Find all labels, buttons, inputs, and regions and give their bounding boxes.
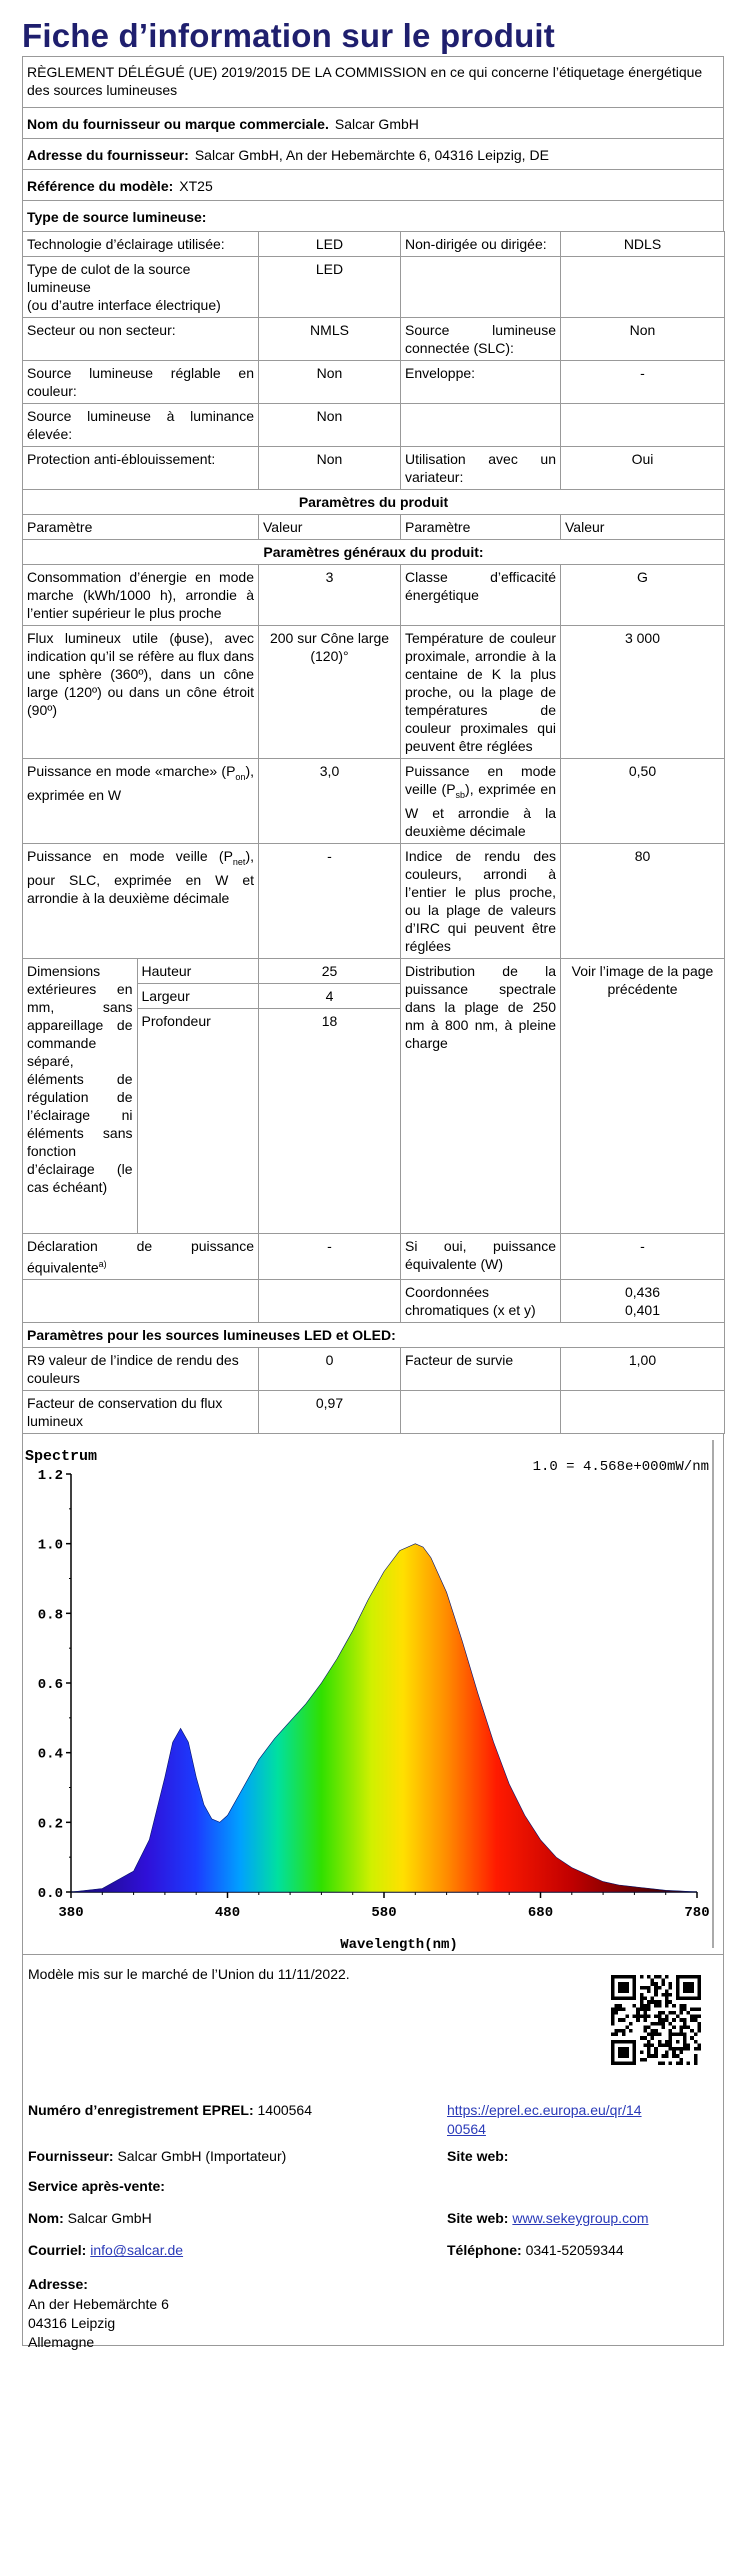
table-row <box>23 958 725 1233</box>
y-tick-label: 1.2 <box>37 1468 63 1485</box>
param-label: Indice de rendu des couleurs, arrondi à l’entier le plus proche, ou la plage de valeurs d’IRC qui peuvent être réglées <box>401 843 561 958</box>
market-date: Modèle mis sur le marché de l’Union du 11/11/2022. <box>28 1966 350 1983</box>
param-label: Source lumineuse réglable en couleur: <box>23 361 259 404</box>
param-label: Si oui, puissance équivalente (W) <box>401 1233 561 1280</box>
param-label: Distribution de la puissance spectrale dans la plage de 250 nm à 800 nm, à pleine charge <box>401 958 561 1233</box>
param-value: Voir l’image de la page précédente <box>561 958 725 1233</box>
param-label: Puissance en mode veille $(P_{net})$, pour SLC, exprimée en W et arrondie à la deuxième décimale <box>23 843 259 958</box>
supplier-value: Salcar GmbH (Importateur) <box>117 2148 287 2165</box>
table-row <box>23 361 725 404</box>
table-row <box>23 759 725 844</box>
width-value: 4 <box>259 984 400 1009</box>
table-header-row <box>23 515 725 540</box>
param-value: LED <box>259 257 401 318</box>
supplier-address-label: Adresse du fournisseur: <box>27 147 189 163</box>
param-value: Oui <box>561 447 725 490</box>
column-header: Paramètre <box>23 515 259 540</box>
qr-code-icon <box>611 1975 701 2065</box>
param-label: Consommation d’énergie en mode marche (kWh/1000 h), arrondie à l’entier supérieur le plus proche <box>23 565 259 626</box>
name-value: Salcar GmbH <box>67 2210 152 2227</box>
service-label: Service après-vente: <box>28 2178 165 2195</box>
table-row <box>23 447 725 490</box>
address-line: 04316 Leipzig <box>28 2315 116 2332</box>
param-value: 3 000 <box>561 626 725 759</box>
supplier-name-label: Nom du fournisseur ou marque commerciale. <box>27 116 329 132</box>
height-value: 25 <box>259 959 400 984</box>
section-heading: Paramètres généraux du produit: <box>23 540 725 565</box>
x-tick-label: 780 <box>684 1905 710 1922</box>
table-row <box>23 626 725 759</box>
y-tick-label: 0.0 <box>37 1886 63 1903</box>
param-label: Facteur de conservation du flux lumineux <box>23 1391 259 1434</box>
x-tick-label: 680 <box>527 1905 554 1922</box>
param-value: Non <box>259 447 401 490</box>
param-value: 0,50 <box>561 759 725 844</box>
x-tick-label: 380 <box>58 1905 84 1922</box>
param-label: Source lumineuse connectée (SLC): <box>401 318 561 361</box>
param-value: 80 <box>561 843 725 958</box>
param-label: Enveloppe: <box>401 361 561 404</box>
model-ref-label: Référence du modèle: <box>27 178 174 194</box>
param-label: Puissance en mode «marche» $(P_{on})$, exprimée en W <box>23 759 259 844</box>
param-label: Type de culot de la source lumineuse (ou d’autre interface électrique) <box>23 257 259 318</box>
model-ref-row <box>23 170 723 201</box>
param-label: Dimensions extérieures en mm, sans appareillage de commande séparé, éléments de régulation de l’éclairage ni éléments sans fonction d’éclairage (le cas échéant) <box>23 959 137 1233</box>
eprel-label: Numéro d’enregistrement EPREL: <box>28 2102 254 2119</box>
param-value: NMLS <box>259 318 401 361</box>
y-tick-label: 0.2 <box>37 1816 63 1833</box>
column-header: Valeur <box>561 515 725 540</box>
param-value: 0,97 <box>259 1391 401 1434</box>
param-label: Déclaration de puissance équivalente$^{a)}$ <box>23 1233 259 1280</box>
x-tick-label: 580 <box>371 1905 397 1922</box>
param-value: 3,0 <box>259 759 401 844</box>
table-row <box>23 565 725 626</box>
table-row <box>23 843 725 958</box>
section-heading: Paramètres du produit <box>23 490 725 515</box>
param-label: Température de couleur proximale, arrondie à la centaine de K la plus proche, ou la plage de températures de couleur proximales qui peuvent être réglées <box>401 626 561 759</box>
mail-label: Courriel: <box>28 2242 87 2259</box>
y-tick-label: 1.0 <box>37 1538 63 1555</box>
param-value: - <box>561 361 725 404</box>
supplier-address-row <box>23 139 723 170</box>
supplier-name-value: Salcar GmbH <box>334 116 419 132</box>
name-label: Nom: <box>28 2210 64 2227</box>
table-row <box>23 1280 725 1323</box>
phone-label: Téléphone: <box>447 2242 522 2259</box>
chart-title: Spectrum <box>25 1448 98 1466</box>
table-row <box>23 490 725 515</box>
param-value: - <box>259 1233 401 1280</box>
address-line: An der Hebemärchte 6 <box>28 2296 169 2313</box>
y-tick-label: 0.4 <box>37 1747 63 1764</box>
source-type-heading: Type de source lumineuse: <box>27 209 207 225</box>
table-row <box>23 540 725 565</box>
height-label: Hauteur <box>137 959 259 984</box>
dimensions-cell <box>23 958 259 1233</box>
y-tick-label: 0.8 <box>37 1607 63 1624</box>
param-value: - <box>259 843 401 958</box>
param-value: 0,436 0,401 <box>561 1280 725 1323</box>
page-title: Fiche d’information sur le produit <box>22 17 555 54</box>
param-label: Secteur ou non secteur: <box>23 318 259 361</box>
phone-value: 0341-52059344 <box>525 2242 624 2259</box>
param-label: Facteur de survie <box>401 1348 561 1391</box>
spectrum-chart <box>22 1434 724 1955</box>
param-label: Coordonnées chromatiques (x et y) <box>401 1280 561 1323</box>
depth-value: 18 <box>321 1012 338 1029</box>
param-value: Non <box>259 404 401 447</box>
param-label: Protection anti-éblouissement: <box>23 447 259 490</box>
column-header: Valeur <box>259 515 401 540</box>
depth-label: Profondeur <box>141 1012 211 1029</box>
param-value: 1,00 <box>561 1348 725 1391</box>
supplier-address-value: Salcar GmbH, An der Hebemärchte 6, 04316 Leipzig, DE <box>194 147 549 163</box>
param-value: Non <box>259 361 401 404</box>
footer <box>22 1955 724 2351</box>
website-label: Site web: <box>447 2148 509 2165</box>
table-row <box>23 318 725 361</box>
regulation-intro: RÈGLEMENT DÉLÉGUÉ (UE) 2019/2015 DE LA COMMISSION en ce qui concerne l’étiquetage énergétique des sources lumineuses <box>23 57 723 108</box>
param-value: - <box>561 1233 725 1280</box>
qr-code <box>611 1975 701 2065</box>
table-row <box>23 404 725 447</box>
param-label: Puissance en mode veille $(P_{sb})$, exprimée en W et arrondie à la deuxième décimale <box>401 759 561 844</box>
table-row <box>23 1233 725 1280</box>
chart-annotation: 1.0 = 4.568e+000mW/nm <box>532 1459 709 1476</box>
param-label: R9 valeur de l’indice de rendu des couleurs <box>23 1348 259 1391</box>
width-label: Largeur <box>137 983 259 1008</box>
param-value: G <box>561 565 725 626</box>
mail-link[interactable]: info@salcar.de <box>90 2242 184 2259</box>
param-value: 200 sur Cône large (120)° <box>259 626 401 759</box>
param-value: LED <box>259 232 401 257</box>
supplier-name-row <box>23 108 723 139</box>
sheet-frame <box>22 56 724 231</box>
x-axis-label: Wavelength(nm) <box>340 1937 458 1954</box>
eprel-value: 1400564 <box>257 2102 313 2119</box>
table-row <box>23 1323 725 1348</box>
source-type-table <box>22 231 725 1434</box>
dimensions-values <box>259 958 401 1233</box>
param-label: Utilisation avec un variateur: <box>401 447 561 490</box>
table-row <box>23 1391 725 1434</box>
param-label: Flux lumineux utile (ϕuse), avec indication qu’il se réfère au flux dans une sphère (360º), dans un cône large (120º) ou dans un cône étroit (90º) <box>23 626 259 759</box>
param-label: Source lumineuse à luminance élevée: <box>23 404 259 447</box>
table-row <box>23 257 725 318</box>
website2-label: Site web: <box>447 2210 509 2227</box>
table-row <box>23 232 725 257</box>
param-value: NDLS <box>561 232 725 257</box>
address-line: Allemagne <box>28 2334 95 2351</box>
param-value: 0 <box>259 1348 401 1391</box>
address-label: Adresse: <box>28 2276 88 2293</box>
param-value: Non <box>561 318 725 361</box>
spectrum-svg <box>23 1434 723 1954</box>
table-row <box>23 1348 725 1391</box>
x-tick-label: 480 <box>214 1905 241 1922</box>
param-value: 3 <box>259 565 401 626</box>
supplier-label: Fournisseur: <box>28 2148 114 2165</box>
website-link[interactable]: www.sekeygroup.com <box>512 2210 649 2227</box>
y-tick-label: 0.6 <box>37 1677 63 1694</box>
model-ref-value: XT25 <box>179 178 213 194</box>
param-label: Non-dirigée ou dirigée: <box>401 232 561 257</box>
product-sheet <box>22 16 724 2351</box>
column-header: Paramètre <box>401 515 561 540</box>
param-label: Classe d’efficacité énergétique <box>401 565 561 626</box>
dimensions-table <box>23 959 259 1233</box>
param-label: Technologie d’éclairage utilisée: <box>23 232 259 257</box>
eprel-link[interactable]: https://eprel.ec.europa.eu/qr/14 00564 <box>447 2102 642 2138</box>
section-heading: Paramètres pour les sources lumineuses LED et OLED: <box>23 1323 725 1348</box>
